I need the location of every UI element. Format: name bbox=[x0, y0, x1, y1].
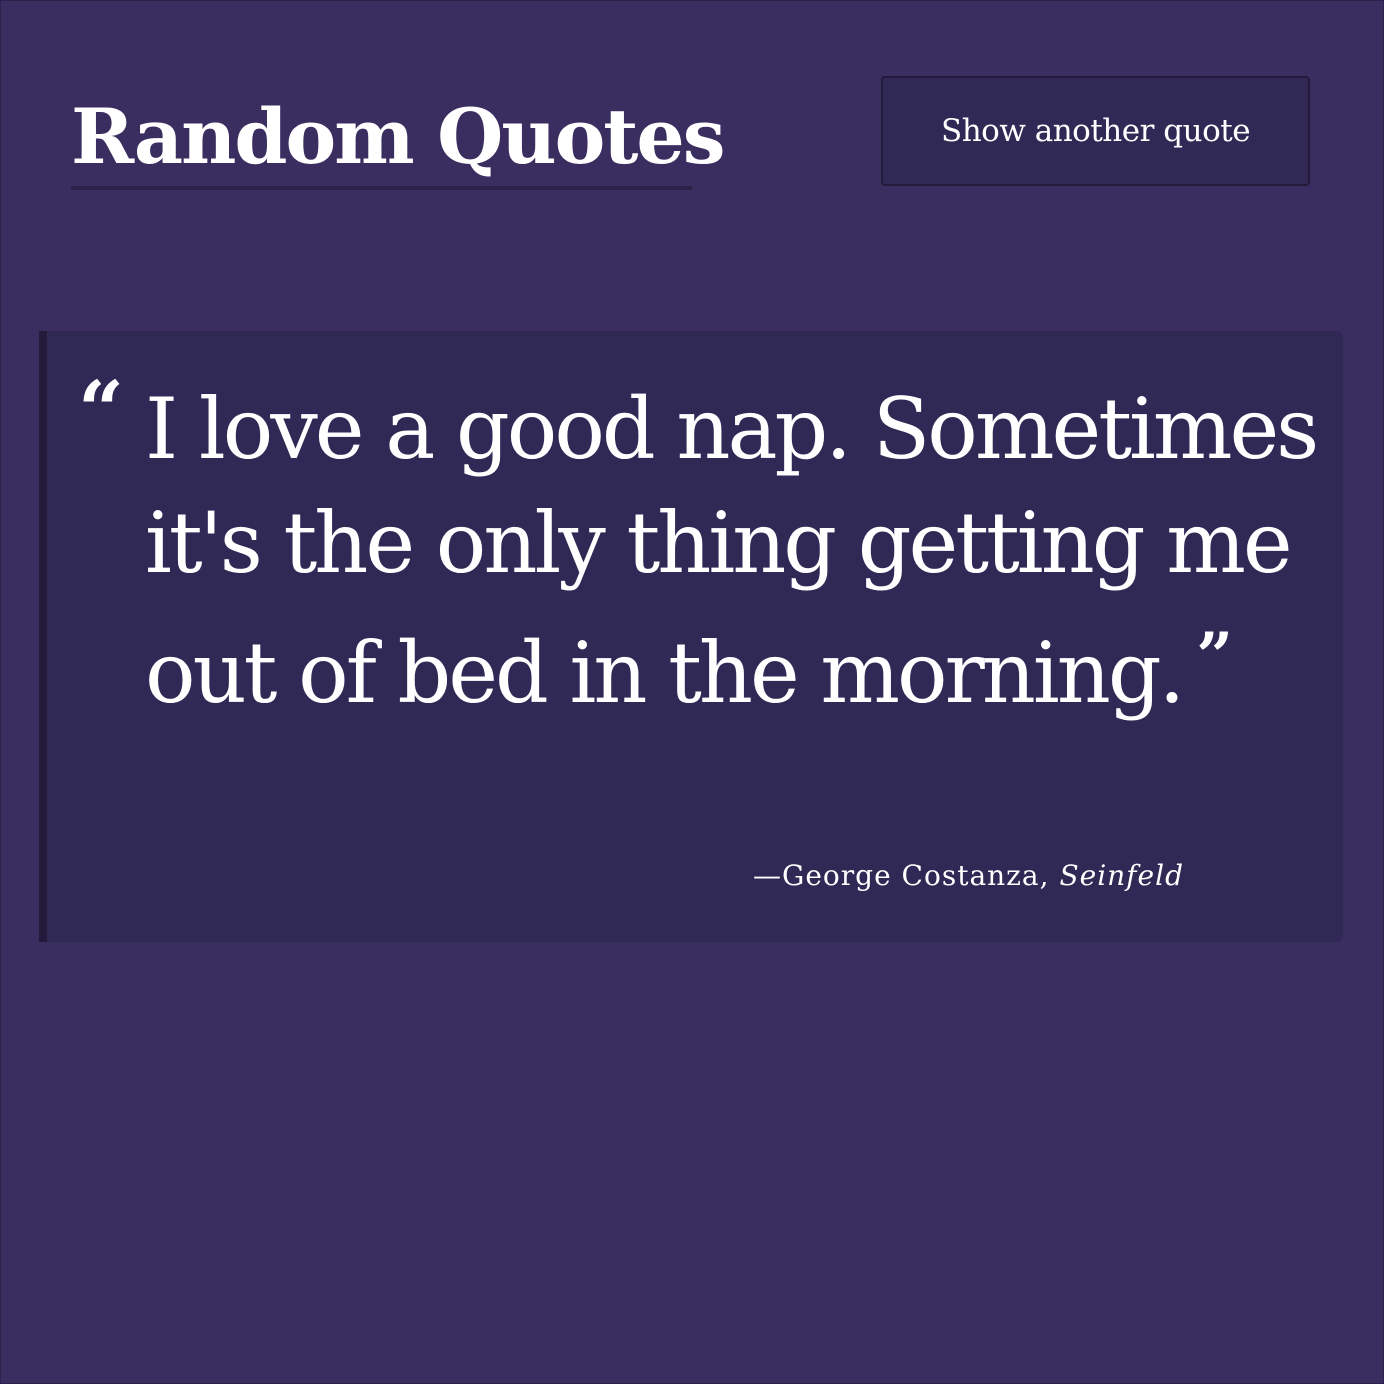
quote-source: Seinfeld bbox=[1059, 859, 1184, 892]
quote-text bbox=[145, 372, 1325, 730]
quote-body: I love a good nap. Sometimes it's the only thing getting me out of bed in the morning. bbox=[145, 380, 1317, 722]
quote-attribution bbox=[753, 858, 1184, 894]
open-quote-icon: “ bbox=[78, 363, 125, 457]
attribution-dash: — bbox=[752, 859, 782, 892]
quote-author: George Costanza bbox=[781, 859, 1040, 892]
close-quote-icon: ” bbox=[1196, 619, 1234, 694]
title-underline bbox=[71, 186, 692, 190]
attribution-separator: , bbox=[1039, 859, 1060, 892]
page-title: Random Quotes bbox=[71, 92, 724, 181]
show-another-quote-button[interactable]: Show another quote bbox=[881, 76, 1310, 186]
